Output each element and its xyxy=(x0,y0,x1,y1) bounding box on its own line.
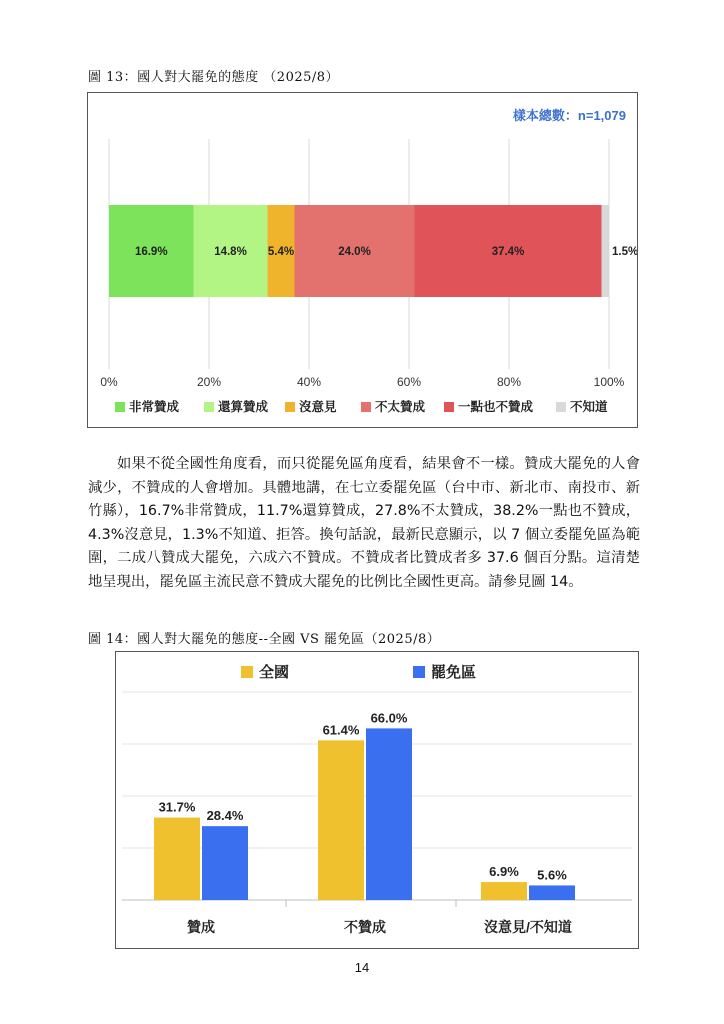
data-label: 5.4% xyxy=(267,246,295,258)
legend-swatch xyxy=(241,666,253,678)
bar xyxy=(529,885,575,900)
data-label: 31.7% xyxy=(158,799,196,815)
sample-size-label: 樣本總數：n=1,079 xyxy=(512,108,626,123)
legend-label: 全國 xyxy=(259,664,290,681)
bar xyxy=(366,728,412,900)
bar xyxy=(481,882,527,900)
legend-swatch xyxy=(361,402,371,412)
legend-swatch xyxy=(285,402,295,412)
category-labels xyxy=(187,919,572,935)
stacked-bar-chart xyxy=(88,93,637,427)
legend xyxy=(115,399,608,414)
data-label: 61.4% xyxy=(322,722,360,738)
bars xyxy=(154,710,575,900)
data-label: 37.4% xyxy=(491,246,525,258)
x-tick-label: 100% xyxy=(593,375,625,389)
data-label: 28.4% xyxy=(206,808,244,824)
legend-swatch xyxy=(115,402,125,412)
bar-segments xyxy=(109,205,637,297)
figure-13-caption: 圖 13：國人對大罷免的態度 （2025/8） xyxy=(88,70,340,85)
x-tick-label: 20% xyxy=(196,375,222,389)
bar xyxy=(154,818,200,900)
data-label: 6.9% xyxy=(489,864,519,880)
legend xyxy=(241,663,476,681)
legend-label: 罷免區 xyxy=(431,664,477,681)
x-tick-label: 60% xyxy=(396,375,422,389)
bar xyxy=(202,826,248,900)
data-label: 1.5% xyxy=(612,246,637,258)
legend-swatch xyxy=(204,402,214,412)
legend-swatch xyxy=(556,402,566,412)
bar-segment xyxy=(602,205,610,297)
legend-label: 還算贊成 xyxy=(218,400,269,414)
legend-label: 不太贊成 xyxy=(375,400,426,414)
x-tick-label: 40% xyxy=(296,375,322,389)
data-label: 66.0% xyxy=(370,710,408,726)
legend-label: 沒意見 xyxy=(299,400,337,414)
x-tick-label: 0% xyxy=(100,375,118,389)
legend-swatch xyxy=(413,666,425,678)
x-tick-label: 80% xyxy=(496,375,522,389)
figure-14-chart xyxy=(115,651,639,949)
figure-14-caption: 圖 14：國人對大罷免的態度--全國 VS 罷免區（2025/8） xyxy=(88,632,441,647)
legend-label: 不知道 xyxy=(570,400,608,414)
data-label: 24.0% xyxy=(338,246,371,258)
category-label: 沒意見/不知道 xyxy=(484,919,572,935)
x-axis-ticks xyxy=(100,375,624,389)
category-label: 贊成 xyxy=(187,919,215,935)
legend-label: 非常贊成 xyxy=(129,400,180,414)
bar xyxy=(318,740,364,900)
page-number: 14 xyxy=(354,960,370,975)
data-label: 16.9% xyxy=(134,246,168,258)
body-paragraph: 如果不從全國性角度看，而只從罷免區角度看，結果會不一樣。贊成大罷免的人會減少，不贊成的人會增加。具體地講，在七立委罷免區（台中市、新北市、南投市、新竹縣），16.7%非常贊成，11.7%還算贊成，27.8%不太贊成，38.2%一點也不贊成，4.3%沒意見，1.3%不知道、拒答。換句話說，最新民意顯示，以 7 個立委罷免區為範圍，二成八贊成大罷免，六成六不贊成。不贊成者比贊成者多 37.6 個百分點。這清楚地呈現出，罷免區主流民意不贊成大罷免的比例比全國性更高。請參見圖 14。 xyxy=(88,456,640,590)
legend-label: 一點也不贊成 xyxy=(458,400,534,414)
grouped-bar-chart xyxy=(116,652,638,948)
data-label: 14.8% xyxy=(214,246,247,258)
legend-swatch xyxy=(444,402,454,412)
figure-13-chart xyxy=(87,92,638,428)
category-label: 不贊成 xyxy=(344,919,386,935)
data-label: 5.6% xyxy=(537,867,567,883)
